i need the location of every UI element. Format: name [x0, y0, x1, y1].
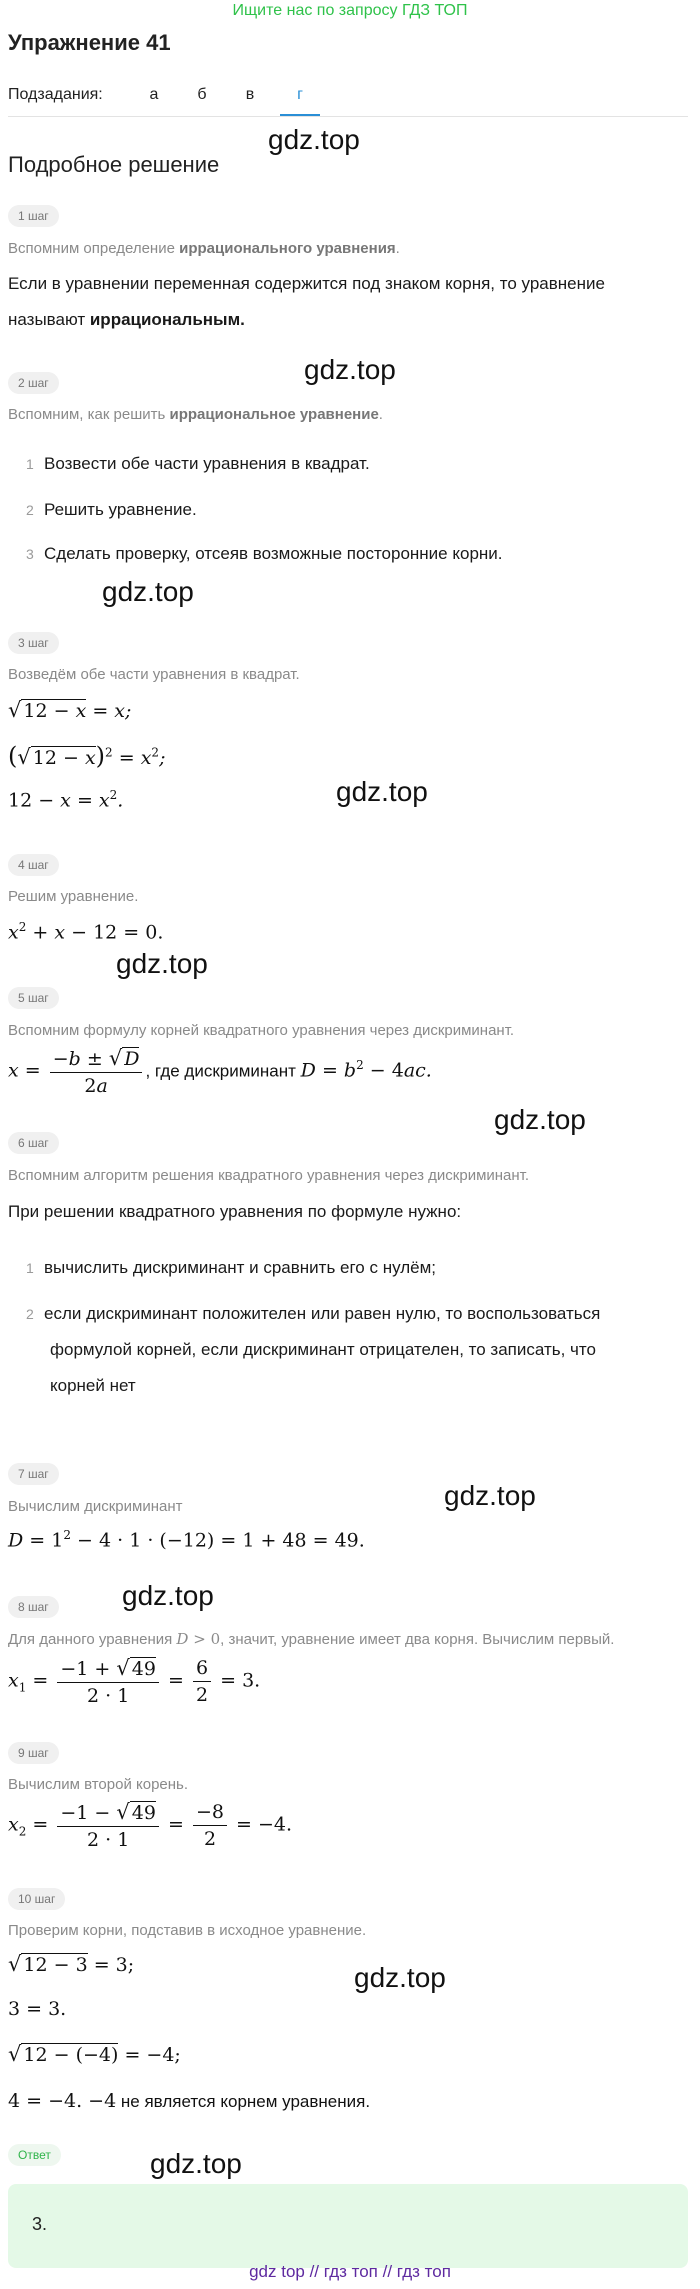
watermark: gdz.top — [494, 1104, 586, 1135]
list-item: если дискриминант положителен или равен нулю, то воспользоваться — [44, 1304, 601, 1323]
equation: (√ $12 - x)^2 = x^2$; — [8, 742, 166, 770]
answer-badge: Ответ — [8, 2144, 61, 2166]
equation: x = $\frac{-b \pm √ D}{2a}$ , где дискриминант $D = b^2 - 4ac$. — [8, 1046, 432, 1097]
list-number: 2 — [26, 1306, 34, 1322]
equation: √ 12 − 3 = 3; — [8, 1952, 135, 1976]
answer-box — [8, 2184, 688, 2268]
step-hint: Вспомним алгоритм решения квадратного уравнения через дискриминант. — [8, 1167, 530, 1184]
list-number: 1 — [26, 1260, 34, 1276]
step-hint: Возведём обе части уравнения в квадрат. — [8, 666, 300, 683]
tab-a[interactable]: а — [149, 86, 159, 103]
list-item: Возвести обе части уравнения в квадрат. — [44, 454, 370, 473]
watermark: gdz.top — [116, 948, 208, 979]
watermark: gdz.top — [304, 354, 396, 385]
equation: 4 = −4. −4 не является корнем уравнения. — [8, 2090, 371, 2112]
step-hint: Вспомним формулу корней квадратного уравнения через дискриминант. — [8, 1022, 515, 1039]
step-badge: 10 шаг — [8, 1888, 65, 1910]
watermark: gdz.top — [336, 776, 428, 807]
definition-line-1: Если в уравнении переменная содержится под знаком корня, то уравнение — [8, 274, 605, 293]
tab-b[interactable]: б — [197, 86, 207, 103]
step-badge: 8 шаг — [8, 1596, 59, 1618]
definition-line-2: называют иррациональным. — [8, 310, 245, 329]
tab-v[interactable]: в — [245, 86, 255, 103]
list-item: Решить уравнение. — [44, 500, 197, 519]
watermark: gdz.top — [444, 1480, 536, 1511]
step-badge: 9 шаг — [8, 1742, 59, 1764]
list-number: 1 — [26, 456, 34, 472]
watermark: gdz.top — [268, 124, 360, 155]
step-hint: Вычислим второй корень. — [8, 1776, 189, 1793]
equation: $x^2 + x - 12 = 0$. — [8, 920, 164, 944]
list-item: Сделать проверку, отсеяв возможные посторонние корни. — [44, 544, 503, 563]
equation: $x_1$ = $\frac{-1 + √ 49}{2 \cdot 1}$ = $\frac{6}{2}$ = 3. — [8, 1656, 261, 1707]
solution-heading: Подробное решение — [8, 152, 220, 177]
equation: √ 12 − (−4) = −4; — [8, 2042, 181, 2066]
step-hint: Вспомним определение иррационального уравнения. — [8, 240, 400, 257]
list-item: корней нет — [50, 1376, 136, 1395]
equation: $12 - x = x^2$. — [8, 788, 124, 812]
equation: $x_2$ = $\frac{-1 - √ 49}{2 \cdot 1}$ = $\frac{-8}{2}$ = −4. — [8, 1800, 293, 1851]
tab-g[interactable]: г — [280, 86, 320, 116]
watermark: gdz.top — [354, 1962, 446, 1993]
step-badge: 5 шаг — [8, 987, 59, 1009]
equation: √ 12 − x = x; — [8, 698, 132, 722]
subtasks-label: Подзадания: — [8, 86, 103, 103]
page-title: Упражнение 41 — [8, 30, 171, 55]
step-badge: 3 шаг — [8, 632, 59, 654]
subtask-tabs — [8, 80, 688, 117]
list-item: формулой корней, если дискриминант отрицателен, то записать, что — [50, 1340, 596, 1359]
footer-links[interactable]: gdz top // гдз топ // гдз топ — [249, 2262, 451, 2281]
equation: $D = 1^2 - 4 \cdot 1 \cdot (-12) = 1 + 48 = 49$. — [8, 1528, 365, 1552]
search-banner: Ищите нас по запросу ГДЗ ТОП — [232, 2, 468, 19]
equation: 3 = 3. — [8, 1998, 67, 2020]
step-hint: Вычислим дискриминант — [8, 1498, 183, 1515]
step-hint: Решим уравнение. — [8, 888, 139, 905]
algorithm-intro: При решении квадратного уравнения по формуле нужно: — [8, 1202, 462, 1221]
step-badge: 1 шаг — [8, 205, 59, 227]
list-item: вычислить дискриминант и сравнить его с нулём; — [44, 1258, 437, 1277]
step-hint: Вспомним, как решить иррациональное уравнение. — [8, 406, 383, 423]
step-badge: 6 шаг — [8, 1132, 59, 1154]
answer-value: 3. — [32, 2214, 48, 2234]
step-badge: 4 шаг — [8, 854, 59, 876]
watermark: gdz.top — [102, 576, 194, 607]
step-hint: Для данного уравнения D > 0, значит, уравнение имеет два корня. Вычислим первый. — [8, 1630, 615, 1648]
watermark: gdz.top — [122, 1580, 214, 1611]
step-hint: Проверим корни, подставив в исходное уравнение. — [8, 1922, 367, 1939]
list-number: 2 — [26, 502, 34, 518]
watermark: gdz.top — [150, 2148, 242, 2179]
list-number: 3 — [26, 546, 34, 562]
step-badge: 2 шаг — [8, 372, 59, 394]
step-badge: 7 шаг — [8, 1463, 59, 1485]
